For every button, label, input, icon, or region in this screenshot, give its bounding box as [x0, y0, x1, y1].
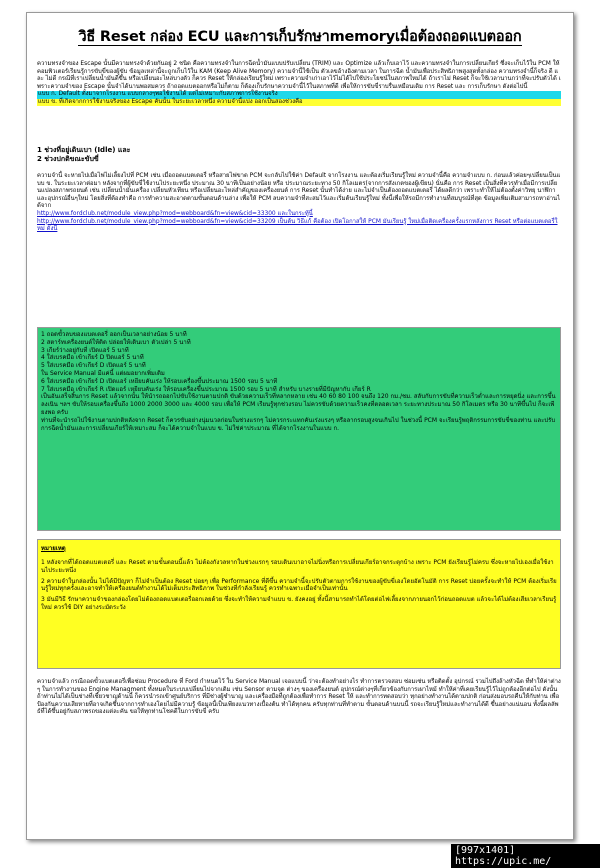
intro-paragraph: ความทรงจำของ Escape นั้นมีความทรงจำด้วยกันอยู่ 2 ชนิด คือความทรงจำในการฉีดน้ำมันแบบปรับเปลี่ยน (TRIM) และ Optimize แล้วเก็บเอาไว้ และความทรงจำในการเปลี่ยนเกียร์ ซึ่งจะเก็บไว้ใน PCM ให้คอมพิวเตอร์เรียนรู้การขับขี่ของผู้ขับ ข้อมูลเหล่านี้จะถูกเก็บไว้ใน KAM (Keep Alive Memory) ความจำนี้ใช้เป็น ตัวเลขอ้างอิงตามเวลา ในการฉีด น้ำมันเพื่อประสิทธิภาพสูงสุดทั้งกล่อง ความทรงจำนี้ก็จริง ดี และ ไม่ดี กรณีที่เราเปลี่ยนน้ำมันดีขึ้น หรือเปลี่ยนอะไหล่บางตัว ก็ควร Reset ให้กล่องเรียนรู้ใหม่ เพราะความจำเก่าเอาไว้ไม่ได้ไปใช้ประโยชน์ในสภาพใหม่ได้ ถ้าเราไม่ Reset ก็จะใช้เวลานานกว่าที่จะปรับตัวได้ เพราะความจำของ Escape นั้นจำได้นานพอสมควร ถ้าถอดแบตออกหรือไม่ก็ตาม ก็ต้องเก็บรักษาความจำนี้ไว้ในสภาพที่ดี เพื่อให้การขับขี่ราบรื่นเหมือนเดิม การ Reset และ การเก็บรักษา ดังต่อไปนี้	[37, 61, 561, 90]
link-1[interactable]: http://www.fordclub.net/module_view.php?mod=webboard&fn=view&cid=33300 และในกระทู้นี้	[37, 210, 313, 217]
step-item: 2 สตาร์ทเครื่องยนต์ให้ติด ปล่อยให้เดินเบา ตัวเปล่า 5 นาที	[41, 338, 191, 346]
step-item: เป็นอันเสร็จสิ้นการ Reset แล้วจากนั้น ให้นำรถออกไปขับใช้งานตามปกติ ขับด้วยความเร็วที่หลากหลาย เช่น 40 60 80 100 จนถึง 120 กม./ชม. สลับกับการขับที่ความเร็วต่ำและการหยุดนิ่ง และการขึ้นลงเนิน ฯลฯ ขับให้รอบเครื่องขึ้นถึง 1000 2000 3000 และ 4000 รอบ เพื่อให้ PCM เรียนรู้ทุกช่วงรอบ ไม่ควรขับด้วยความเร็วคงที่ตลอดเวลา ระยะทางประมาณ 50 กิโลเมตร หรือ 30 นาทีขึ้นไป ก็จะเพียงพอ ครับ	[41, 393, 556, 416]
page-title: วิธี Reset กล่อง ECU และการเก็บรักษาmemoryเมื่อต้องถอดแบตออก	[78, 29, 522, 45]
step-item: 3 เกียร์ว่างอยู่กับที่ เปิดแอร์ 5 นาที	[41, 346, 129, 354]
mode-a-highlight: แบบ ก. Default ตั้งมาจากโรงงาน แบบกลางๆพอใช้งานได้ แต่ไม่เหมาะกับสภาพการใช้งานจริง	[37, 91, 561, 98]
notes-box	[37, 539, 561, 669]
step-item: 7 ใส่เบรคมือ เข้าเกียร์ R เปิดแอร์ เหยียบคันเร่ง ให้รอบเครื่องขึ้นประมาณ 1500 รอบ 5 นาที สำหรับ บางรายที่มีปัญหากับ เกียร์ R	[41, 385, 371, 393]
step-item: ใน Service Manual มีแค่นี้ แต่ผมอยากเพิ่มเติม	[41, 369, 165, 377]
watermark-label: [997x1401] https://upic.me/	[451, 844, 600, 868]
steps-box	[37, 327, 561, 531]
reference-link[interactable]	[37, 219, 561, 234]
final-section	[37, 679, 561, 717]
link-2[interactable]: http://www.fordclub.net/module_view.php?mod=webboard&fn=view&cid=33209 เป็นต้น วิธีแก้ คือต้อง เปิดโอกาสให้ PCM มันเรียนรู้ ใหม่เมื่อติดเครื่องครั้งแรกหลังการ Reset หรือต่อแบตเตอรี่ใหม่ ดังนี้	[37, 218, 558, 233]
step-item: 6 ใส่เบรคมือ เข้าเกียร์ D เปิดแอร์ เหยียบคันเร่ง ให้รอบเครื่องขึ้นประมาณ 1500 รอบ 5 นาที	[41, 377, 278, 385]
note-item: 3 มันมีวิธี รักษาความจำของกล่องโดยไม่ต้องถอดแบตเตอรี่ออกเลยด้วย ซึ่งจะทำให้ความจำแบบ ข. ยังคงอยู่ ทั้งนี้สามารถทำได้โดยต่อไฟเลี้ยงจากภายนอกไว้ก่อนถอดแบต แล้วจะได้ไม่ต้องเสียเวลาเรียนรู้ใหม่ ควรใช้ DIY อย่างระมัดระวัง	[41, 596, 557, 611]
note-item: 1 หลังจากที่ได้ถอดแบตเตอรี่ และ Reset ตามขั้นตอนนี้แล้ว ไม่ต้องกังวลหากในช่วงแรกๆ รอบเดินเบาอาจไม่นิ่งหรือการเปลี่ยนเกียร์อาจกระตุกบ้าง เพราะ PCM ยังเรียนรู้ไม่ครบ ซึ่งจะหายไปเองเมื่อใช้งานไประยะหนึ่ง	[41, 559, 554, 574]
step-item: 4 ใส่เบรคมือ เข้าเกียร์ D ปิดแอร์ 5 นาที	[41, 354, 144, 362]
document-page	[26, 12, 574, 840]
mode-b-highlight: แบบ ข. ที่เกิดจากการใช้งานจริงของ Escape คันนั้น ในระยะเวลาหนึ่ง ความจำนี้แบ่ง ออกเป็นสองช่วงคือ	[37, 99, 561, 106]
final-paragraph: ความจำแล้ว กรณีถอดขั้วแบตเตอรี่เพื่อซ่อม Procedure ที่ Ford กำหนดไว้ ใน Service Manual เจอแบบนี้ ว่าจะต้องทำอย่างไร ทำการตรวจสอบ ซ่อมเซ่น หรือติดตั้ง อุปกรณ์ รวมไปถึงล้างหัวฉีด ที่ทำให้ค่าต่างๆ ในการทำงานของ Engine Managment ทั้งหมดในระบบเปลี่ยนไปจากเดิม เช่น Sensor ตามจุด ต่างๆ ของเครื่องยนต์ อุปกรณ์ต่างๆที่เกี่ยวข้องกับการเผาไหม้ ทำให้ค่าที่เคยเรียนรู้ไว้ไม่ถูกต้องอีกต่อไป ดังนั้น ถ้าท่านไม่ได้เป็นช่างที่เชี่ยวชาญด้านนี้ ก็ควรนำรถเข้าศูนย์บริการ ที่มีช่างผู้ชำนาญ และเครื่องมือที่ถูกต้องเพื่อทำการ Reset ให้ และทำการทดสอบว่า ทุกอย่างทำงานได้ตามปกติ ก่อนส่งมอบรถคืนให้กับท่าน เพื่อป้องกันความเสียหายที่อาจเกิดขึ้นจากการทำเองโดยไม่มีความรู้ ข้อมูลนี้เป็นเพียงแนวทางเบื้องต้น ทำได้ทุกคน ครับทุกท่านที่ทำตาม ขั้นตอนด้านบนนี้ รถจะเรียนรู้ใหม่และทำงานได้ดี ขึ้นอย่างแน่นอน ทั้งนี้ผลลัพธ์ที่ได้ขึ้นอยู่กับสภาพรถของแต่ละคัน ขอให้ทุกท่านโชคดีในการขับขี่ ครับ	[37, 679, 561, 716]
mode-item: 1 ช่วงที่อยู่เดินเบา (Idle) และ	[37, 146, 131, 154]
reference-link[interactable]	[37, 211, 561, 219]
step-item: 5 ใส่เบรคมือ เข้าเกียร์ D เปิดแอร์ 5 นาที	[41, 362, 146, 370]
explanation-section	[37, 173, 561, 234]
note-item: 2 ความจำในกล่องนั้น ไม่ได้มีปัญหา ก็ไม่จำเป็นต้อง Reset บ่อยๆ เพื่อ Performance ที่ดีขึ้น ความจำนี้จะปรับตัวตามการใช้งานของผู้ขับขี่เองโดยอัตโนมัติ การ Reset บ่อยครั้งจะทำให้ PCM ต้องเริ่มเรียนรู้ใหม่ทุกครั้งและอาจทำให้เครื่องยนต์ทำงานได้ไม่เต็มประสิทธิภาพ ในช่วงที่กำลังเรียนรู้ ควรทำเฉพาะเมื่อจำเป็นเท่านั้น	[41, 577, 557, 593]
mode-item: 2 ช่วงปกติขณะขับขี่	[37, 155, 99, 163]
explanation-paragraph: ความจำนี้ จะหายไปเมื่อไฟไม่เลี้ยงไปที่ PCM เช่น เมื่อถอดแบตเตอรี่ หรือสายไฟขาด PCM จะกลับไปใช้ค่า Default จากโรงงาน และต้องเริ่มเรียนรู้ใหม่ ความจำนี้คือ ความจำแบบ ก. ก่อนแล้วค่อยๆเปลี่ยนเป็นแบบ ข. ในระยะเวลาต่อมา หลังจากที่ผู้ขับขี่ใช้งานไประยะหนึ่ง ประมาณ 30 นาทีเป็นอย่างน้อย หรือ ประมาณระยะทาง 50 กิโลเมตร(จากการสังเกตของผู้เขียน) นั่นคือ การ Reset เป็นสิ่งที่ควรทำเมื่อมีการเปลี่ยนแปลงสภาพรถยนต์ เช่น เปลี่ยนน้ำมันเครื่อง เปลี่ยนหัวเทียน หรือเปลี่ยนอะไหล่สำคัญของเครื่องยนต์ การ Reset นั้นทำได้ง่าย และไม่จำเป็นต้องถอดแบตเตอรี่ ได้ผลดีกว่า เพราะทำให้ไม่ต้องตั้งค่าวิทยุ นาฬิกา และอุปกรณ์อื่นๆใหม่ โดยสิ่งที่ต้องทำคือ การทำความสะอาดตามขั้นตอนด้านล่าง เพื่อให้ PCM ลบความจำที่สะสมไว้และเริ่มต้นเรียนรู้ใหม่ ทั้งนี้เพื่อให้รถมีการทำงานที่สมบูรณ์ที่สุด ข้อมูลเพิ่มเติมสามารถหาอ่านได้จาก	[37, 173, 561, 210]
intro-section	[37, 61, 561, 106]
step-item: 1 ถอดขั้วลบของแบตเตอรี่ ออกเป็นเวลาอย่างน้อย 5 นาที	[41, 331, 187, 338]
notes-title: หมายเหตุ	[41, 545, 66, 552]
step-item: ท่านที่จะนำรถไปใช้งานตามปกติหลังจาก Reset ก็ควรขับอย่างนุ่มนวลก่อนในช่วงแรกๆ ไม่ควรกระแทกคันเร่งแรงๆ หรือลากรอบสูงจนเกินไป ในช่วงนี้ PCM จะเรียนรู้พฤติกรรมการขับขี่ของท่าน และปรับการฉีดน้ำมันและการเปลี่ยนเกียร์ให้เหมาะสม ก็จะได้ความจำในแบบ ข. ไม่ใช่ค่าประมาณ ที่ได้จากโรงงานในแบบ ก.	[41, 416, 556, 432]
modes-section	[37, 146, 561, 164]
